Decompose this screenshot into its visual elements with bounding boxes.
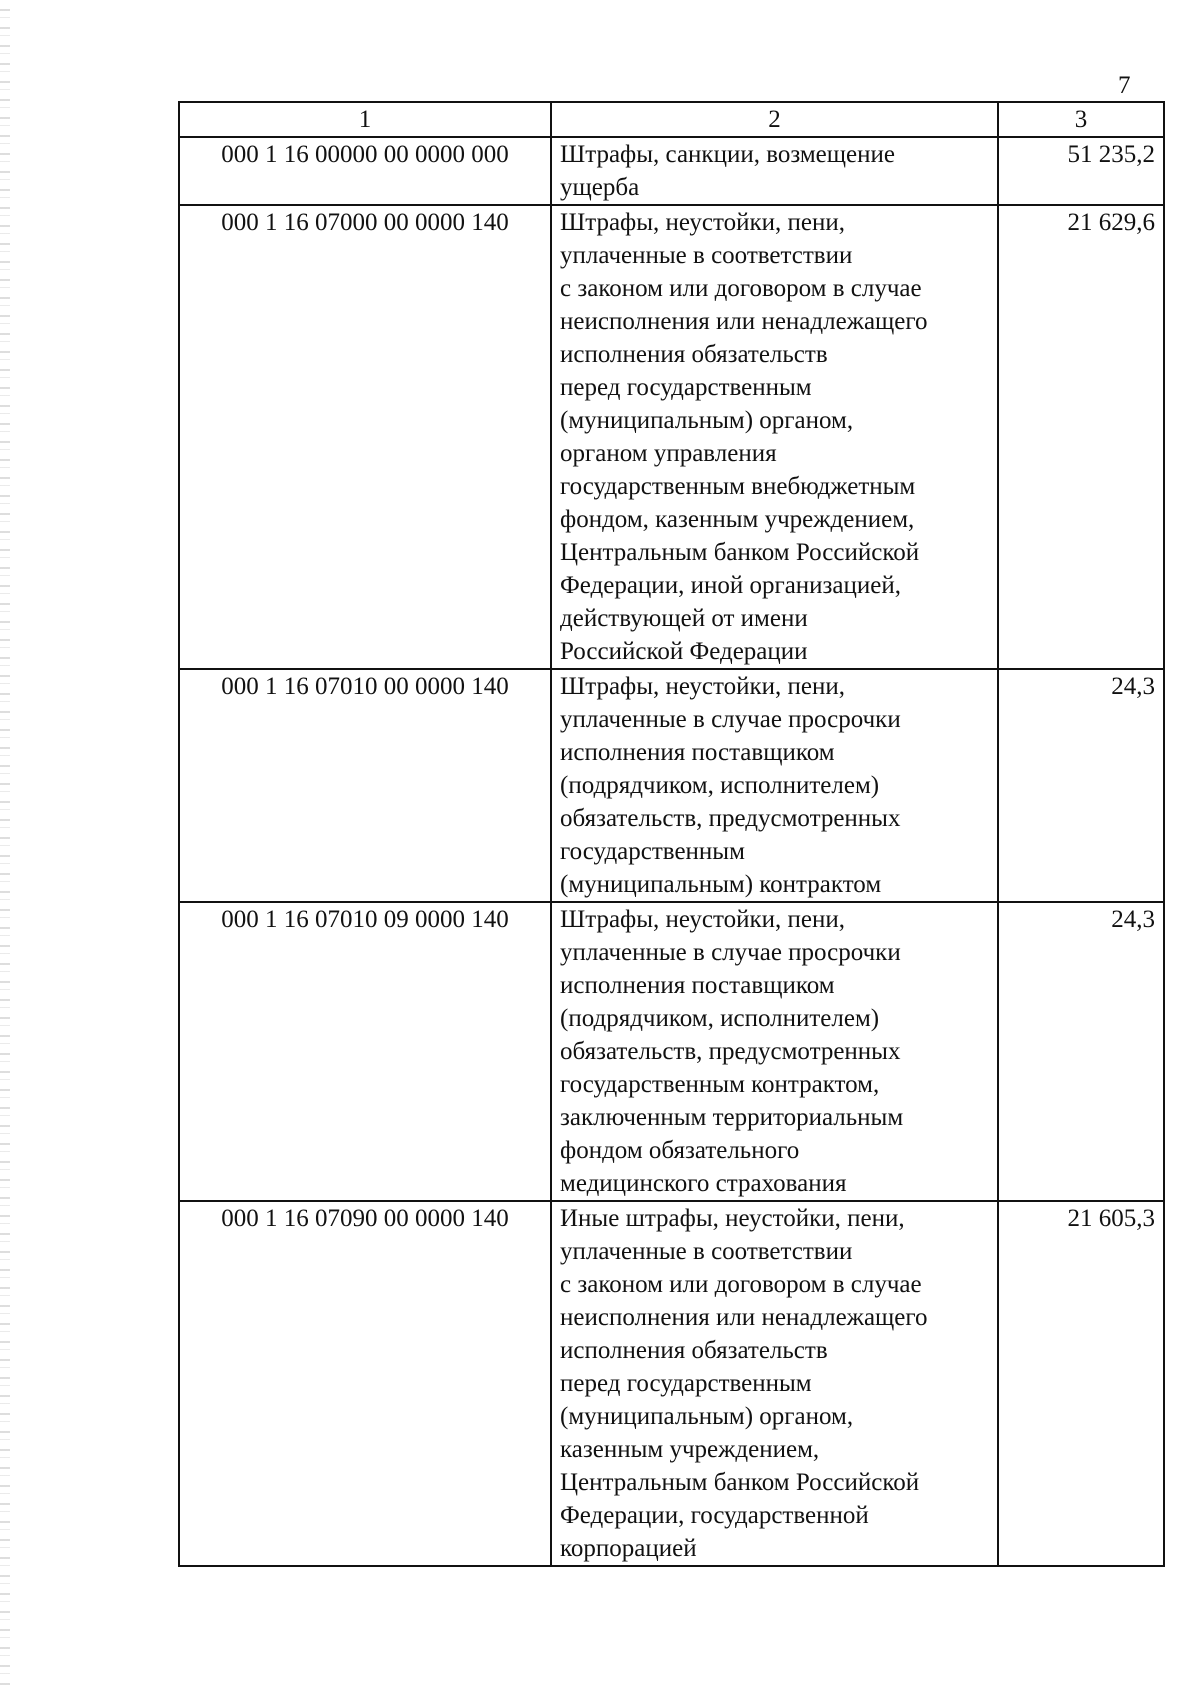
amount-cell: 21 629,6 — [998, 205, 1164, 669]
revenue-name-line: уплаченные в соответствии — [560, 1238, 853, 1265]
table-body — [179, 137, 1164, 1566]
page-number: 7 — [1118, 72, 1131, 99]
revenue-name-line: Штрафы, неустойки, пени, — [560, 906, 845, 933]
revenue-name-line: (подрядчиком, исполнителем) — [560, 1005, 880, 1032]
revenue-name-line: (подрядчиком, исполнителем) — [560, 772, 880, 799]
table-row — [179, 205, 1164, 669]
revenue-name-line: исполнения обязательств — [560, 341, 828, 368]
revenue-name-line: фондом, казенным учреждением, — [560, 506, 915, 533]
revenue-name-line: действующей от имени — [560, 605, 808, 632]
header-col-3: 3 — [998, 102, 1164, 137]
revenue-name-line: Штрафы, неустойки, пени, — [560, 209, 845, 236]
revenue-name-cell — [551, 669, 998, 902]
revenue-name-cell — [551, 1201, 998, 1566]
amount-cell: 24,3 — [998, 669, 1164, 902]
revenue-name-line: обязательств, предусмотренных — [560, 1038, 901, 1065]
budget-code-cell: 000 1 16 07010 09 0000 140 — [179, 902, 551, 1201]
revenue-name-line: государственным контрактом, — [560, 1071, 880, 1098]
table-row — [179, 137, 1164, 205]
revenue-name-line: фондом обязательного — [560, 1137, 800, 1164]
table-header — [179, 102, 1164, 137]
revenue-name-line: Федерации, государственной — [560, 1502, 869, 1529]
revenue-name-line: уплаченные в случае просрочки — [560, 939, 901, 966]
revenue-name-line: (муниципальным) органом, — [560, 407, 854, 434]
revenue-name-line: (муниципальным) контрактом — [560, 871, 882, 898]
revenue-name-line: с законом или договором в случае — [560, 1271, 922, 1298]
amount-cell: 51 235,2 — [998, 137, 1164, 205]
revenue-name-cell — [551, 205, 998, 669]
revenue-name-line: исполнения поставщиком — [560, 972, 835, 999]
amount-cell: 21 605,3 — [998, 1201, 1164, 1566]
revenue-name-line: Центральным банком Российской — [560, 539, 920, 566]
budget-code-cell: 000 1 16 07000 00 0000 140 — [179, 205, 551, 669]
revenue-name-line: уплаченные в случае просрочки — [560, 706, 901, 733]
revenue-name-line: обязательств, предусмотренных — [560, 805, 901, 832]
revenue-name-cell — [551, 137, 998, 205]
revenue-name-line: казенным учреждением, — [560, 1436, 820, 1463]
table-row — [179, 669, 1164, 902]
revenue-name-line: Штрафы, санкции, возмещение — [560, 141, 895, 168]
revenue-name-line: органом управления — [560, 440, 777, 467]
revenue-name-line: государственным — [560, 838, 745, 865]
revenue-name-line: неисполнения или ненадлежащего — [560, 1304, 928, 1331]
revenue-name-line: (муниципальным) органом, — [560, 1403, 854, 1430]
revenue-name-line: исполнения обязательств — [560, 1337, 828, 1364]
revenue-name-line: заключенным территориальным — [560, 1104, 904, 1131]
revenue-name-line: Федерации, иной организацией, — [560, 572, 902, 599]
scan-edge-artifact — [0, 0, 10, 1685]
revenue-name-line: уплаченные в соответствии — [560, 242, 853, 269]
header-col-2: 2 — [551, 102, 998, 137]
revenue-name-line: медицинского страхования — [560, 1170, 847, 1197]
revenue-name-line: неисполнения или ненадлежащего — [560, 308, 928, 335]
header-col-1: 1 — [179, 102, 551, 137]
amount-cell: 24,3 — [998, 902, 1164, 1201]
budget-code-cell: 000 1 16 00000 00 0000 000 — [179, 137, 551, 205]
revenue-name-line: Российской Федерации — [560, 638, 808, 665]
revenue-name-line: корпорацией — [560, 1535, 697, 1562]
budget-code-cell: 000 1 16 07090 00 0000 140 — [179, 1201, 551, 1566]
table-row — [179, 1201, 1164, 1566]
revenue-name-line: государственным внебюджетным — [560, 473, 916, 500]
revenue-name-line: с законом или договором в случае — [560, 275, 922, 302]
header-row — [179, 102, 1164, 137]
revenue-name-line: Штрафы, неустойки, пени, — [560, 673, 845, 700]
budget-code-cell: 000 1 16 07010 00 0000 140 — [179, 669, 551, 902]
revenue-name-cell — [551, 902, 998, 1201]
budget-table — [178, 101, 1165, 1567]
table-row — [179, 902, 1164, 1201]
revenue-name-line: исполнения поставщиком — [560, 739, 835, 766]
revenue-name-line: перед государственным — [560, 374, 812, 401]
revenue-name-line: перед государственным — [560, 1370, 812, 1397]
revenue-name-line: ущерба — [560, 174, 640, 201]
revenue-name-line: Иные штрафы, неустойки, пени, — [560, 1205, 905, 1232]
revenue-name-line: Центральным банком Российской — [560, 1469, 920, 1496]
